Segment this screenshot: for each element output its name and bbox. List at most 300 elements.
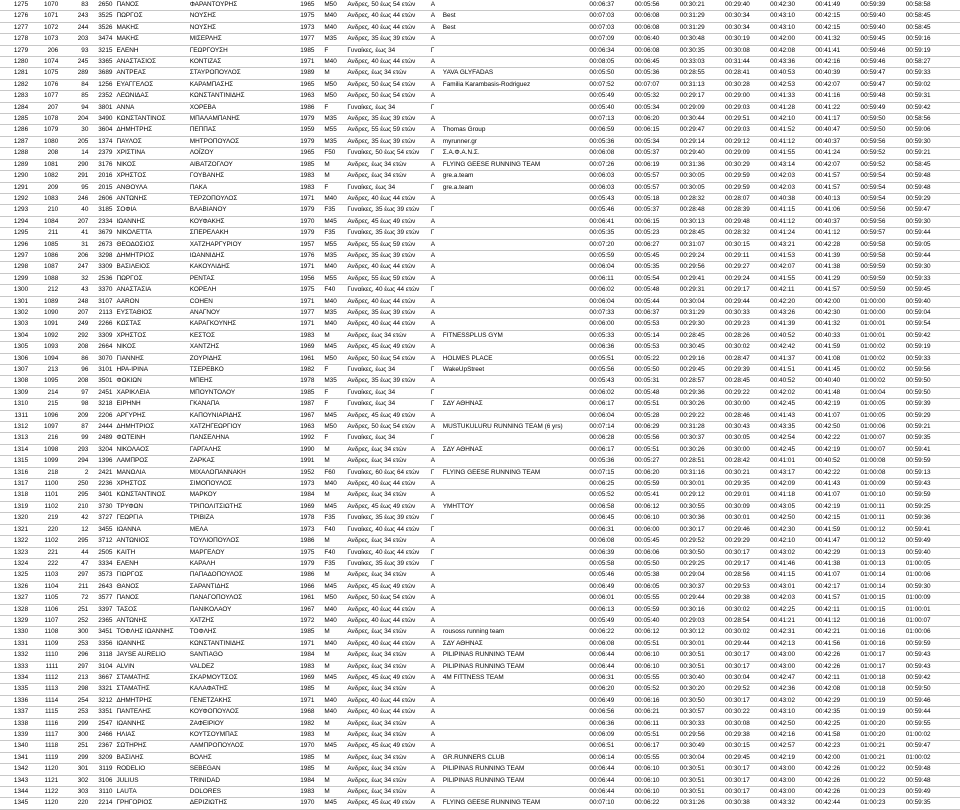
club-name-cell: Σ.Α.Φ.Α.Ν.Σ. xyxy=(441,148,588,159)
split-1-chip-cell: 00:05:57 xyxy=(633,182,678,193)
table-row xyxy=(0,695,960,706)
split-2-chip-cell: 00:28:07 xyxy=(723,193,768,204)
split-1-chip-cell: 00:05:36 xyxy=(633,68,678,79)
split-3-chip-cell: 00:42:19 xyxy=(813,444,858,455)
table-row xyxy=(0,68,960,79)
gender-letter-cell: Α xyxy=(429,775,441,786)
finish-gun-cell: 01:00:18 xyxy=(859,684,904,695)
finish-chip-cell: 00:59:59 xyxy=(904,490,960,501)
split-2-gun-cell: 00:28:57 xyxy=(678,376,723,387)
split-1-gun-cell: 00:08:05 xyxy=(587,57,632,68)
bib-number-cell: 2606 xyxy=(90,193,114,204)
finish-gun-cell: 01:00:18 xyxy=(859,672,904,683)
bib-number-cell: 3397 xyxy=(90,604,114,615)
split-3-chip-cell: 00:40:33 xyxy=(813,330,858,341)
last-name-cell: ΜΠΕΗΣ xyxy=(188,376,298,387)
last-name-cell: ΜΠΟΥΝΤΟΛΟΥ xyxy=(188,387,298,398)
finish-chip-cell: 00:59:30 xyxy=(904,216,960,227)
split-1-gun-cell: 00:07:33 xyxy=(587,307,632,318)
split-2-chip-cell: 00:29:29 xyxy=(723,536,768,547)
birth-year-cell: 1963 xyxy=(298,422,322,433)
category-rank-cell: 249 xyxy=(60,319,90,330)
category-name-cell: Ανδρες, 35 έως 39 ετών xyxy=(345,376,428,387)
category-code-cell: F40 xyxy=(322,524,345,535)
split-2-gun-cell: 00:29:24 xyxy=(678,250,723,261)
category-name-cell: Ανδρες, 50 έως 54 ετών xyxy=(345,593,428,604)
first-name-cell: ΕΙΡΗΝΗ xyxy=(114,399,187,410)
last-name-cell: ΣΠΕΡΕΛΑΚΗ xyxy=(188,228,298,239)
last-name-cell: ΓΕΝΕΤΖΑΚΗΣ xyxy=(188,695,298,706)
table-row xyxy=(0,365,960,376)
club-name-cell xyxy=(441,273,588,284)
birth-year-cell: 1984 xyxy=(298,775,322,786)
category-code-cell: F60 xyxy=(322,467,345,478)
category-name-cell: Ανδρες, 40 έως 44 ετών xyxy=(345,319,428,330)
category-rank-cell: 295 xyxy=(60,490,90,501)
club-name-cell: YAVA GLYFADAS xyxy=(441,68,588,79)
gender-letter-cell: Α xyxy=(429,0,441,11)
split-1-chip-cell: 00:05:53 xyxy=(633,319,678,330)
birth-year-cell: 1961 xyxy=(298,593,322,604)
last-name-cell: ΚΑΚΟΥΛΙΔΗΣ xyxy=(188,262,298,273)
split-3-gun-cell: 00:42:47 xyxy=(768,672,813,683)
split-1-chip-cell: 00:05:35 xyxy=(633,262,678,273)
club-name-cell: PILIPINAS RUNNING TEAM xyxy=(441,775,588,786)
bib-number-cell: 3490 xyxy=(90,114,114,125)
club-name-cell xyxy=(441,262,588,273)
split-2-gun-cell: 00:31:29 xyxy=(678,22,723,33)
first-name-cell: ΗΡΑ-ΙΡΙΝΑ xyxy=(114,365,187,376)
overall-rank-cell: 1306 xyxy=(0,353,30,364)
split-2-gun-cell: 00:30:17 xyxy=(678,524,723,535)
bib-number-cell: 3727 xyxy=(90,513,114,524)
split-2-chip-cell: 00:30:02 xyxy=(723,627,768,638)
club-name-cell xyxy=(441,250,588,261)
gender-rank-cell: 1115 xyxy=(30,707,60,718)
bib-number-cell: 2421 xyxy=(90,467,114,478)
last-name-cell: ΠΑΝΣΕΛΗΝΑ xyxy=(188,433,298,444)
finish-gun-cell: 01:00:05 xyxy=(859,399,904,410)
split-1-gun-cell: 00:05:33 xyxy=(587,330,632,341)
gender-rank-cell: 1075 xyxy=(30,68,60,79)
bib-number-cell: 3212 xyxy=(90,695,114,706)
category-rank-cell: 86 xyxy=(60,353,90,364)
split-1-gun-cell: 00:06:17 xyxy=(587,444,632,455)
split-2-gun-cell: 00:29:12 xyxy=(678,490,723,501)
overall-rank-cell: 1282 xyxy=(0,79,30,90)
split-3-chip-cell: 00:41:59 xyxy=(813,524,858,535)
split-1-gun-cell: 00:07:13 xyxy=(587,114,632,125)
category-rank-cell: 96 xyxy=(60,365,90,376)
gender-rank-cell: 210 xyxy=(30,205,60,216)
split-2-gun-cell: 00:30:51 xyxy=(678,787,723,798)
category-rank-cell: 302 xyxy=(60,775,90,786)
split-2-chip-cell: 00:30:22 xyxy=(723,707,768,718)
finish-chip-cell: 00:59:59 xyxy=(904,638,960,649)
split-2-gun-cell: 00:29:04 xyxy=(678,570,723,581)
table-row xyxy=(0,182,960,193)
category-name-cell: Ανδρες, έως 34 ετών xyxy=(345,444,428,455)
gender-rank-cell: 1094 xyxy=(30,353,60,364)
split-1-chip-cell: 00:06:10 xyxy=(633,650,678,661)
split-2-gun-cell: 00:31:28 xyxy=(678,422,723,433)
split-1-chip-cell: 00:06:11 xyxy=(633,718,678,729)
gender-letter-cell: Α xyxy=(429,444,441,455)
category-rank-cell: 251 xyxy=(60,741,90,752)
split-2-gun-cell: 00:30:20 xyxy=(678,684,723,695)
category-rank-cell: 32 xyxy=(60,273,90,284)
split-2-gun-cell: 00:28:32 xyxy=(678,193,723,204)
finish-gun-cell: 01:00:21 xyxy=(859,741,904,752)
club-name-cell xyxy=(441,547,588,558)
first-name-cell: ΕΛΕΝΗ xyxy=(114,45,187,56)
category-name-cell: Ανδρες, έως 34 ετών xyxy=(345,456,428,467)
category-code-cell: M40 xyxy=(322,707,345,718)
category-name-cell: Ανδρες, 40 έως 44 ετών xyxy=(345,707,428,718)
split-3-chip-cell: 00:41:43 xyxy=(813,479,858,490)
split-2-chip-cell: 00:30:02 xyxy=(723,342,768,353)
category-name-cell: Ανδρες, 45 έως 49 ετών xyxy=(345,741,428,752)
split-3-gun-cell: 00:43:01 xyxy=(768,581,813,592)
finish-chip-cell: 01:00:07 xyxy=(904,615,960,626)
category-name-cell: Ανδρες, έως 34 ετών xyxy=(345,570,428,581)
first-name-cell: ΛΑΜΠΡΟΣ xyxy=(114,456,187,467)
split-1-chip-cell: 00:05:14 xyxy=(633,330,678,341)
club-name-cell xyxy=(441,513,588,524)
finish-chip-cell: 00:59:33 xyxy=(904,273,960,284)
bib-number-cell: 3176 xyxy=(90,159,114,170)
finish-chip-cell: 00:59:56 xyxy=(904,365,960,376)
club-name-cell xyxy=(441,730,588,741)
first-name-cell: ΠΑΝΟΣ xyxy=(114,0,187,11)
birth-year-cell: 1985 xyxy=(298,387,322,398)
split-3-chip-cell: 00:42:29 xyxy=(813,695,858,706)
split-3-gun-cell: 00:42:13 xyxy=(768,638,813,649)
split-3-gun-cell: 00:42:10 xyxy=(768,114,813,125)
category-name-cell: Ανδρες, έως 34 ετών xyxy=(345,730,428,741)
finish-chip-cell: 00:59:50 xyxy=(904,376,960,387)
split-1-chip-cell: 00:05:37 xyxy=(633,205,678,216)
split-1-gun-cell: 00:06:44 xyxy=(587,650,632,661)
club-name-cell xyxy=(441,558,588,569)
split-3-chip-cell: 00:41:32 xyxy=(813,319,858,330)
category-code-cell: M45 xyxy=(322,741,345,752)
category-name-cell: Ανδρες, 50 έως 54 ετών xyxy=(345,91,428,102)
gender-rank-cell: 1114 xyxy=(30,695,60,706)
finish-gun-cell: 00:59:57 xyxy=(859,228,904,239)
split-3-gun-cell: 00:42:50 xyxy=(768,513,813,524)
birth-year-cell: 1986 xyxy=(298,536,322,547)
split-3-chip-cell: 00:41:59 xyxy=(813,342,858,353)
split-3-gun-cell: 00:41:12 xyxy=(768,136,813,147)
finish-gun-cell: 01:00:00 xyxy=(859,307,904,318)
overall-rank-cell: 1296 xyxy=(0,239,30,250)
split-3-chip-cell: 00:42:44 xyxy=(813,798,858,809)
category-code-cell: F50 xyxy=(322,148,345,159)
split-3-gun-cell: 00:43:36 xyxy=(768,57,813,68)
table-row xyxy=(0,764,960,775)
category-code-cell: M xyxy=(322,171,345,182)
birth-year-cell: 1973 xyxy=(298,524,322,535)
birth-year-cell: 1983 xyxy=(298,730,322,741)
split-1-chip-cell: 00:05:52 xyxy=(633,684,678,695)
bib-number-cell: 3107 xyxy=(90,296,114,307)
bib-number-cell: 2016 xyxy=(90,171,114,182)
gender-letter-cell: Α xyxy=(429,672,441,683)
club-name-cell xyxy=(441,524,588,535)
finish-chip-cell: 00:59:50 xyxy=(904,684,960,695)
overall-rank-cell: 1337 xyxy=(0,707,30,718)
finish-chip-cell: 00:59:05 xyxy=(904,239,960,250)
category-code-cell: M45 xyxy=(322,581,345,592)
split-3-gun-cell: 00:42:07 xyxy=(768,262,813,273)
category-rank-cell: 291 xyxy=(60,171,90,182)
split-2-gun-cell: 00:30:05 xyxy=(678,171,723,182)
category-rank-cell: 98 xyxy=(60,399,90,410)
last-name-cell: ΜΕΛΑ xyxy=(188,524,298,535)
bib-number-cell: 2214 xyxy=(90,798,114,809)
finish-chip-cell: 00:59:49 xyxy=(904,536,960,547)
gender-letter-cell: Α xyxy=(429,764,441,775)
club-name-cell xyxy=(441,479,588,490)
split-1-chip-cell: 00:05:45 xyxy=(633,250,678,261)
first-name-cell: ΛΕΩΝΙΔΑΣ xyxy=(114,91,187,102)
finish-chip-cell: 00:59:33 xyxy=(904,68,960,79)
gender-rank-cell: 1089 xyxy=(30,296,60,307)
category-name-cell: Γυναίκες, έως 34 xyxy=(345,45,428,56)
club-name-cell xyxy=(441,45,588,56)
table-row xyxy=(0,558,960,569)
split-1-chip-cell: 00:06:08 xyxy=(633,22,678,33)
gender-letter-cell: Α xyxy=(429,330,441,341)
split-3-chip-cell: 00:41:38 xyxy=(813,558,858,569)
category-name-cell: Ανδρες, 50 έως 54 ετών xyxy=(345,422,428,433)
gender-letter-cell: Α xyxy=(429,627,441,638)
category-code-cell: M40 xyxy=(322,479,345,490)
split-1-chip-cell: 00:06:08 xyxy=(633,45,678,56)
gender-rank-cell: 1079 xyxy=(30,125,60,136)
table-row xyxy=(0,342,960,353)
split-1-gun-cell: 00:06:44 xyxy=(587,775,632,786)
gender-rank-cell: 1105 xyxy=(30,593,60,604)
overall-rank-cell: 1341 xyxy=(0,752,30,763)
bib-number-cell: 3370 xyxy=(90,285,114,296)
bib-number-cell: 3573 xyxy=(90,570,114,581)
gender-rank-cell: 216 xyxy=(30,433,60,444)
category-code-cell: M xyxy=(322,787,345,798)
first-name-cell: ΔΗΜΗΤΡΙΟΣ xyxy=(114,250,187,261)
split-1-gun-cell: 00:06:44 xyxy=(587,661,632,672)
birth-year-cell: 1969 xyxy=(298,501,322,512)
split-1-gun-cell: 00:06:25 xyxy=(587,479,632,490)
overall-rank-cell: 1297 xyxy=(0,250,30,261)
first-name-cell: ΤΑΣΟΣ xyxy=(114,604,187,615)
split-3-chip-cell: 00:40:37 xyxy=(813,136,858,147)
split-1-gun-cell: 00:07:26 xyxy=(587,159,632,170)
finish-gun-cell: 00:59:47 xyxy=(859,68,904,79)
bib-number-cell: 3577 xyxy=(90,593,114,604)
split-3-chip-cell: 00:41:22 xyxy=(813,102,858,113)
category-name-cell: Ανδρες, 45 έως 49 ετών xyxy=(345,410,428,421)
last-name-cell: ΚΟΥΦΟΠΟΥΛΟΣ xyxy=(188,707,298,718)
table-row xyxy=(0,513,960,524)
gender-letter-cell: Γ xyxy=(429,182,441,193)
split-1-gun-cell: 00:07:10 xyxy=(587,798,632,809)
category-code-cell: M xyxy=(322,627,345,638)
gender-rank-cell: 1103 xyxy=(30,570,60,581)
finish-gun-cell: 00:59:56 xyxy=(859,136,904,147)
gender-letter-cell: Γ xyxy=(429,228,441,239)
split-3-gun-cell: 00:42:10 xyxy=(768,536,813,547)
split-3-chip-cell: 00:41:17 xyxy=(813,114,858,125)
bib-number-cell: 2334 xyxy=(90,216,114,227)
split-2-gun-cell: 00:30:35 xyxy=(678,45,723,56)
table-row xyxy=(0,581,960,592)
table-row xyxy=(0,501,960,512)
split-3-chip-cell: 00:41:57 xyxy=(813,182,858,193)
club-name-cell xyxy=(441,102,588,113)
overall-rank-cell: 1318 xyxy=(0,490,30,501)
gender-rank-cell: 1092 xyxy=(30,330,60,341)
split-3-gun-cell: 00:41:37 xyxy=(768,353,813,364)
gender-rank-cell: 1073 xyxy=(30,34,60,45)
split-1-chip-cell: 00:06:10 xyxy=(633,775,678,786)
split-3-chip-cell: 00:41:16 xyxy=(813,91,858,102)
split-2-chip-cell: 00:28:42 xyxy=(723,456,768,467)
first-name-cell: ΑΝΑΣΤΑΣΙΟΣ xyxy=(114,57,187,68)
gender-letter-cell: Γ xyxy=(429,524,441,535)
overall-rank-cell: 1300 xyxy=(0,285,30,296)
gender-rank-cell: 1122 xyxy=(30,787,60,798)
split-3-gun-cell: 00:42:03 xyxy=(768,182,813,193)
split-1-gun-cell: 00:05:58 xyxy=(587,558,632,569)
finish-gun-cell: 01:00:06 xyxy=(859,422,904,433)
gender-rank-cell: 1118 xyxy=(30,741,60,752)
gender-rank-cell: 208 xyxy=(30,148,60,159)
overall-rank-cell: 1332 xyxy=(0,650,30,661)
gender-rank-cell: 1108 xyxy=(30,627,60,638)
split-1-chip-cell: 00:05:54 xyxy=(633,273,678,284)
split-3-gun-cell: 00:42:50 xyxy=(768,718,813,729)
gender-rank-cell: 1102 xyxy=(30,536,60,547)
gender-rank-cell: 1100 xyxy=(30,479,60,490)
category-rank-cell: 295 xyxy=(60,536,90,547)
split-1-gun-cell: 00:06:14 xyxy=(587,752,632,763)
category-name-cell: Γυναίκες, 35 έως 39 ετών xyxy=(345,513,428,524)
gender-letter-cell: Α xyxy=(429,319,441,330)
category-rank-cell: 299 xyxy=(60,718,90,729)
finish-gun-cell: 00:59:52 xyxy=(859,159,904,170)
table-row xyxy=(0,536,960,547)
finish-gun-cell: 00:59:56 xyxy=(859,205,904,216)
club-name-cell xyxy=(441,285,588,296)
split-2-gun-cell: 00:29:56 xyxy=(678,262,723,273)
split-1-chip-cell: 00:05:32 xyxy=(633,91,678,102)
overall-rank-cell: 1279 xyxy=(0,45,30,56)
category-name-cell: Ανδρες, 55 έως 59 ετών xyxy=(345,239,428,250)
category-rank-cell: 31 xyxy=(60,239,90,250)
category-code-cell: M45 xyxy=(322,798,345,809)
gender-rank-cell: 206 xyxy=(30,45,60,56)
finish-gun-cell: 01:00:17 xyxy=(859,661,904,672)
club-name-cell xyxy=(441,239,588,250)
finish-gun-cell: 01:00:02 xyxy=(859,342,904,353)
split-2-chip-cell: 00:30:17 xyxy=(723,775,768,786)
finish-gun-cell: 00:59:40 xyxy=(859,11,904,22)
table-row xyxy=(0,615,960,626)
bib-number-cell: 1374 xyxy=(90,136,114,147)
category-name-cell: Ανδρες, 40 έως 44 ετών xyxy=(345,22,428,33)
overall-rank-cell: 1315 xyxy=(0,456,30,467)
split-1-gun-cell: 00:06:37 xyxy=(587,0,632,11)
category-name-cell: Ανδρες, 50 έως 54 ετών xyxy=(345,79,428,90)
finish-gun-cell: 01:00:22 xyxy=(859,775,904,786)
split-3-gun-cell: 00:43:10 xyxy=(768,22,813,33)
split-1-gun-cell: 00:06:02 xyxy=(587,285,632,296)
split-3-gun-cell: 00:42:36 xyxy=(768,684,813,695)
finish-chip-cell: 00:59:47 xyxy=(904,205,960,216)
bib-number-cell: 2379 xyxy=(90,148,114,159)
table-row xyxy=(0,330,960,341)
gender-letter-cell: Α xyxy=(429,581,441,592)
finish-chip-cell: 00:59:13 xyxy=(904,467,960,478)
finish-gun-cell: 01:00:10 xyxy=(859,490,904,501)
gender-rank-cell: 1101 xyxy=(30,490,60,501)
first-name-cell: ΙΩΑΝΝΗΣ xyxy=(114,638,187,649)
bib-number-cell: 3321 xyxy=(90,684,114,695)
finish-gun-cell: 01:00:16 xyxy=(859,627,904,638)
category-code-cell: M40 xyxy=(322,319,345,330)
category-rank-cell: 296 xyxy=(60,650,90,661)
overall-rank-cell: 1281 xyxy=(0,68,30,79)
category-code-cell: M45 xyxy=(322,501,345,512)
gender-rank-cell: 1088 xyxy=(30,273,60,284)
category-name-cell: Γυναίκες, έως 34 xyxy=(345,182,428,193)
split-1-chip-cell: 00:05:56 xyxy=(633,0,678,11)
category-name-cell: Ανδρες, έως 34 ετών xyxy=(345,764,428,775)
birth-year-cell: 1983 xyxy=(298,330,322,341)
club-name-cell: Best xyxy=(441,22,588,33)
last-name-cell: ΤΕΡΖΟΠΟΥΛΟΣ xyxy=(188,193,298,204)
split-1-chip-cell: 00:05:28 xyxy=(633,410,678,421)
club-name-cell xyxy=(441,741,588,752)
gender-letter-cell: Γ xyxy=(429,433,441,444)
birth-year-cell: 1952 xyxy=(298,467,322,478)
club-name-cell: ΣΔΥ ΑΘΗΝΑΣ xyxy=(441,444,588,455)
split-2-chip-cell: 00:30:05 xyxy=(723,433,768,444)
split-2-gun-cell: 00:29:45 xyxy=(678,365,723,376)
bib-number-cell: 2236 xyxy=(90,479,114,490)
last-name-cell: ΤΟΦΛΗΣ xyxy=(188,627,298,638)
birth-year-cell: 1985 xyxy=(298,627,322,638)
finish-gun-cell: 00:59:54 xyxy=(859,193,904,204)
finish-chip-cell: 00:59:42 xyxy=(904,672,960,683)
finish-gun-cell: 01:00:01 xyxy=(859,319,904,330)
finish-chip-cell: 00:59:55 xyxy=(904,718,960,729)
table-row xyxy=(0,798,960,809)
split-3-chip-cell: 00:41:49 xyxy=(813,0,858,11)
table-row xyxy=(0,296,960,307)
category-rank-cell: 246 xyxy=(60,193,90,204)
first-name-cell: ΝΙΚΟΛΕΤΤΑ xyxy=(114,228,187,239)
split-3-gun-cell: 00:42:00 xyxy=(768,34,813,45)
category-code-cell: F35 xyxy=(322,558,345,569)
split-3-chip-cell: 00:40:37 xyxy=(813,216,858,227)
club-name-cell: Familia Karambasis-Rodriguez xyxy=(441,79,588,90)
gender-letter-cell: Α xyxy=(429,91,441,102)
club-name-cell xyxy=(441,296,588,307)
category-code-cell: F35 xyxy=(322,513,345,524)
